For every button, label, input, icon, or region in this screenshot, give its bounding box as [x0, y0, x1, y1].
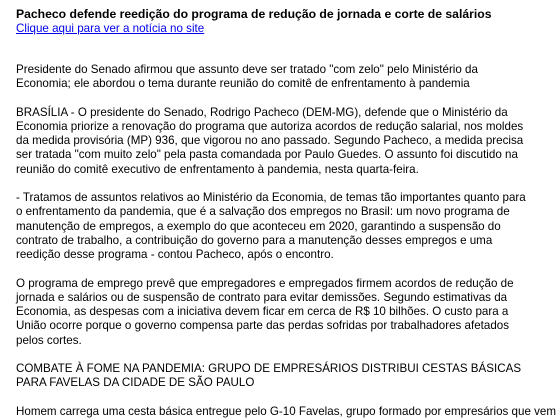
article-body [16, 63, 556, 419]
photo-caption: Homem carrega uma cesta básica entregue pelo G-10 Favelas, grupo formado por empresários que vem [16, 404, 556, 418]
article-headline: Pacheco defende reedição do programa de redução de jornada e corte de salários [16, 7, 492, 21]
view-on-site-link[interactable]: Clique aqui para ver a notícia no site [16, 22, 205, 35]
article-paragraph: - Tratamos de assuntos relativos ao Ministério da Economia, de temas tão importantes quanto para o enfrentamento da pandemia, que é a salvação dos empregos no Brasil: um novo programa de manutenção de empregos, a exemplo do que aconteceu em 2020, garantindo a suspensão do contrato de trabalho, a contribuição do governo para a manutenção desses empregos e uma reedição desse programa - contou Pacheco, após o encontro. [16, 191, 526, 262]
article-summary: Presidente do Senado afirmou que assunto deve ser tratado "com zelo" pelo Ministério da Economia; ele abordou o tema durante reunião do comitê de enfrentamento à pandemia [16, 63, 478, 91]
article-paragraph: O programa de emprego prevê que empregadores e empregados firmem acordos de redução de jornada e salários ou de suspensão de contrato para evitar demissões. Segundo estimativas da Economia, as despesas com a iniciativa devem ficar em cerca de R$ 10 bilhões. O custo para a União ocorre porque o governo compensa parte das perdas sofridas por trabalhadores afetados pelos cortes. [16, 276, 514, 347]
article-paragraph: BRASÍLIA - O presidente do Senado, Rodrigo Pacheco (DEM-MG), defende que o Ministério da Economia priorize a renovação do programa que autoriza acordos de redução salarial, nos moldes da medida provisória (MP) 936, que vigorou no ano passado. Segundo Pacheco, a medida precisa ser tratada "com muito zelo" pela pasta comandada por Paulo Guedes. O assunto foi discutido na reunião do comitê executivo de enfrentamento à pandemia, nesta quarta-feira. [16, 105, 524, 176]
related-story-heading: COMBATE À FOME NA PANDEMIA: GRUPO DE EMPRESÁRIOS DISTRIBUI CESTAS BÁSICAS PARA FAVELAS DA CIDADE DE SÃO PAULO [16, 362, 522, 390]
